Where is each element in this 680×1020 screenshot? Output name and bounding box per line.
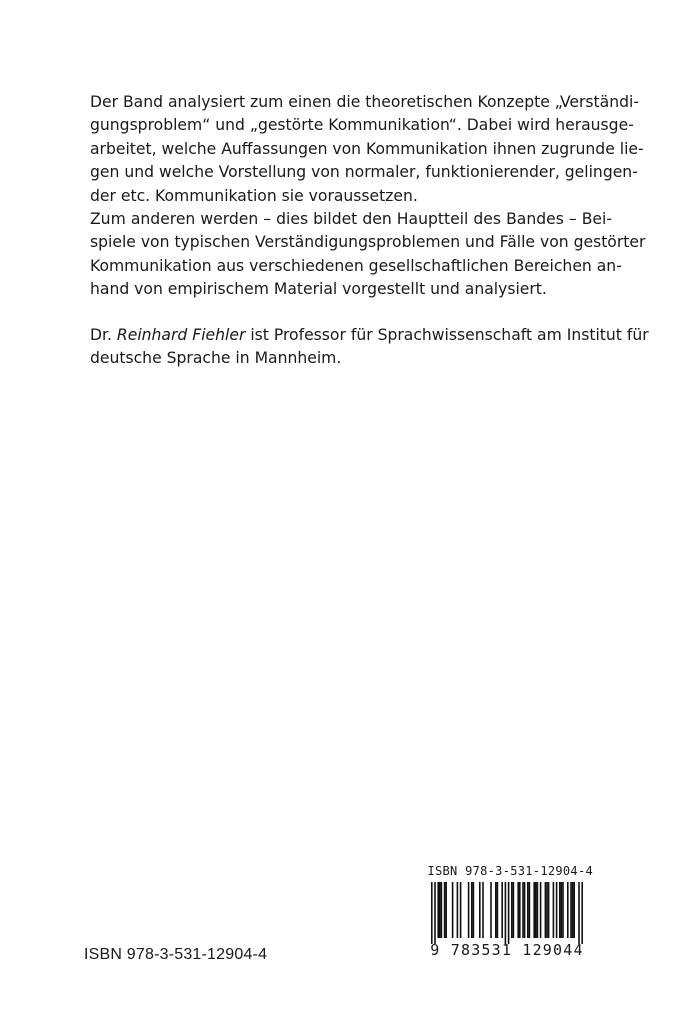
barcode-bar bbox=[452, 882, 454, 938]
paragraph-gap bbox=[90, 302, 612, 324]
barcode-bar bbox=[501, 882, 503, 938]
text-line: gen und welche Vorstellung von normaler, funktionierender, gelingen- bbox=[90, 163, 638, 182]
barcode-bar bbox=[537, 882, 539, 938]
author-line-1-rest: ist Professor für Sprachwissenschaft am Institut für bbox=[245, 325, 649, 344]
text-line: der etc. Kommunikation sie voraussetzen. bbox=[90, 186, 418, 205]
barcode-bar bbox=[460, 882, 462, 938]
barcode-block bbox=[421, 864, 593, 964]
barcode-bar bbox=[495, 882, 497, 938]
text-line: Zum anderen werden – dies bildet den Hauptteil des Bandes – Bei- bbox=[90, 210, 612, 229]
barcode-bar bbox=[471, 882, 473, 938]
barcode-bar bbox=[561, 882, 563, 938]
barcode-bar bbox=[490, 882, 492, 938]
barcode-bar bbox=[567, 882, 569, 938]
barcode-bar bbox=[508, 882, 510, 944]
barcode-bar bbox=[578, 882, 580, 944]
isbn-label: ISBN 978-3-531-12904-4 bbox=[84, 946, 268, 963]
description-paragraph-1 bbox=[90, 91, 644, 208]
barcode-bar bbox=[444, 882, 446, 938]
author-prefix: Dr. bbox=[90, 325, 117, 344]
barcode-bar bbox=[581, 882, 583, 944]
barcode-bar bbox=[445, 882, 447, 938]
barcode-bar bbox=[468, 882, 470, 938]
barcode-bar bbox=[570, 882, 572, 938]
barcode-bar bbox=[562, 882, 564, 938]
author-bio bbox=[90, 324, 649, 371]
barcode-bar bbox=[437, 882, 439, 938]
barcode-bar bbox=[548, 882, 550, 938]
author-name: Reinhard Fiehler bbox=[116, 325, 246, 344]
barcode-bar bbox=[457, 882, 459, 938]
text-line: arbeitet, welche Auffassungen von Kommunikation ihnen zugrunde lie- bbox=[90, 139, 644, 158]
barcode-bar bbox=[556, 882, 558, 938]
author-line-2: deutsche Sprache in Mannheim. bbox=[90, 349, 342, 368]
barcode-bar bbox=[535, 882, 537, 938]
barcode-bar bbox=[505, 882, 507, 944]
barcode-bar bbox=[434, 882, 436, 944]
barcode-bar bbox=[513, 882, 515, 938]
text-line: spiele von typischen Verständigungsproblemen und Fälle von gestörter bbox=[90, 233, 646, 252]
text-line: Kommunikation aus verschiedenen gesellschaftlichen Bereichen an- bbox=[90, 256, 622, 275]
barcode-bar bbox=[517, 882, 519, 938]
barcode-isbn-text: ISBN 978-3-531-12904-4 bbox=[427, 864, 593, 878]
text-line: Der Band analysiert zum einen die theoretischen Konzepte „Verständi- bbox=[90, 93, 639, 111]
barcode-bar bbox=[511, 882, 513, 938]
barcode-bar bbox=[479, 882, 481, 938]
barcode-bar bbox=[546, 882, 548, 938]
barcode-icon bbox=[421, 882, 593, 944]
barcode-bar bbox=[439, 882, 441, 938]
barcode-bar bbox=[559, 882, 561, 938]
barcode-bar bbox=[524, 882, 526, 938]
barcode-bar bbox=[527, 882, 529, 938]
barcode-bar bbox=[553, 882, 555, 938]
barcode-bar bbox=[441, 882, 443, 938]
barcode-bar bbox=[540, 882, 542, 938]
barcode-digits: 9 783531 129044 bbox=[430, 941, 584, 959]
barcode-bar bbox=[572, 882, 574, 938]
author-line-1 bbox=[90, 324, 649, 347]
barcode-bar bbox=[573, 882, 575, 938]
text-line: gungsproblem“ und „gestörte Kommunikation“. Dabei wird herausge- bbox=[90, 116, 634, 135]
barcode-bar bbox=[533, 882, 535, 938]
barcode-bar bbox=[497, 882, 499, 938]
barcode-bar bbox=[519, 882, 521, 938]
text-line: hand von empirischem Material vorgestellt und analysiert. bbox=[90, 280, 547, 299]
barcode-bar bbox=[473, 882, 475, 938]
barcode-bar bbox=[431, 882, 433, 944]
barcode-bar bbox=[529, 882, 531, 938]
back-cover-text bbox=[90, 91, 649, 370]
description-paragraph-2 bbox=[90, 208, 646, 302]
barcode-bar bbox=[545, 882, 547, 938]
barcode-bar bbox=[522, 882, 524, 938]
barcode-bar bbox=[482, 882, 484, 938]
